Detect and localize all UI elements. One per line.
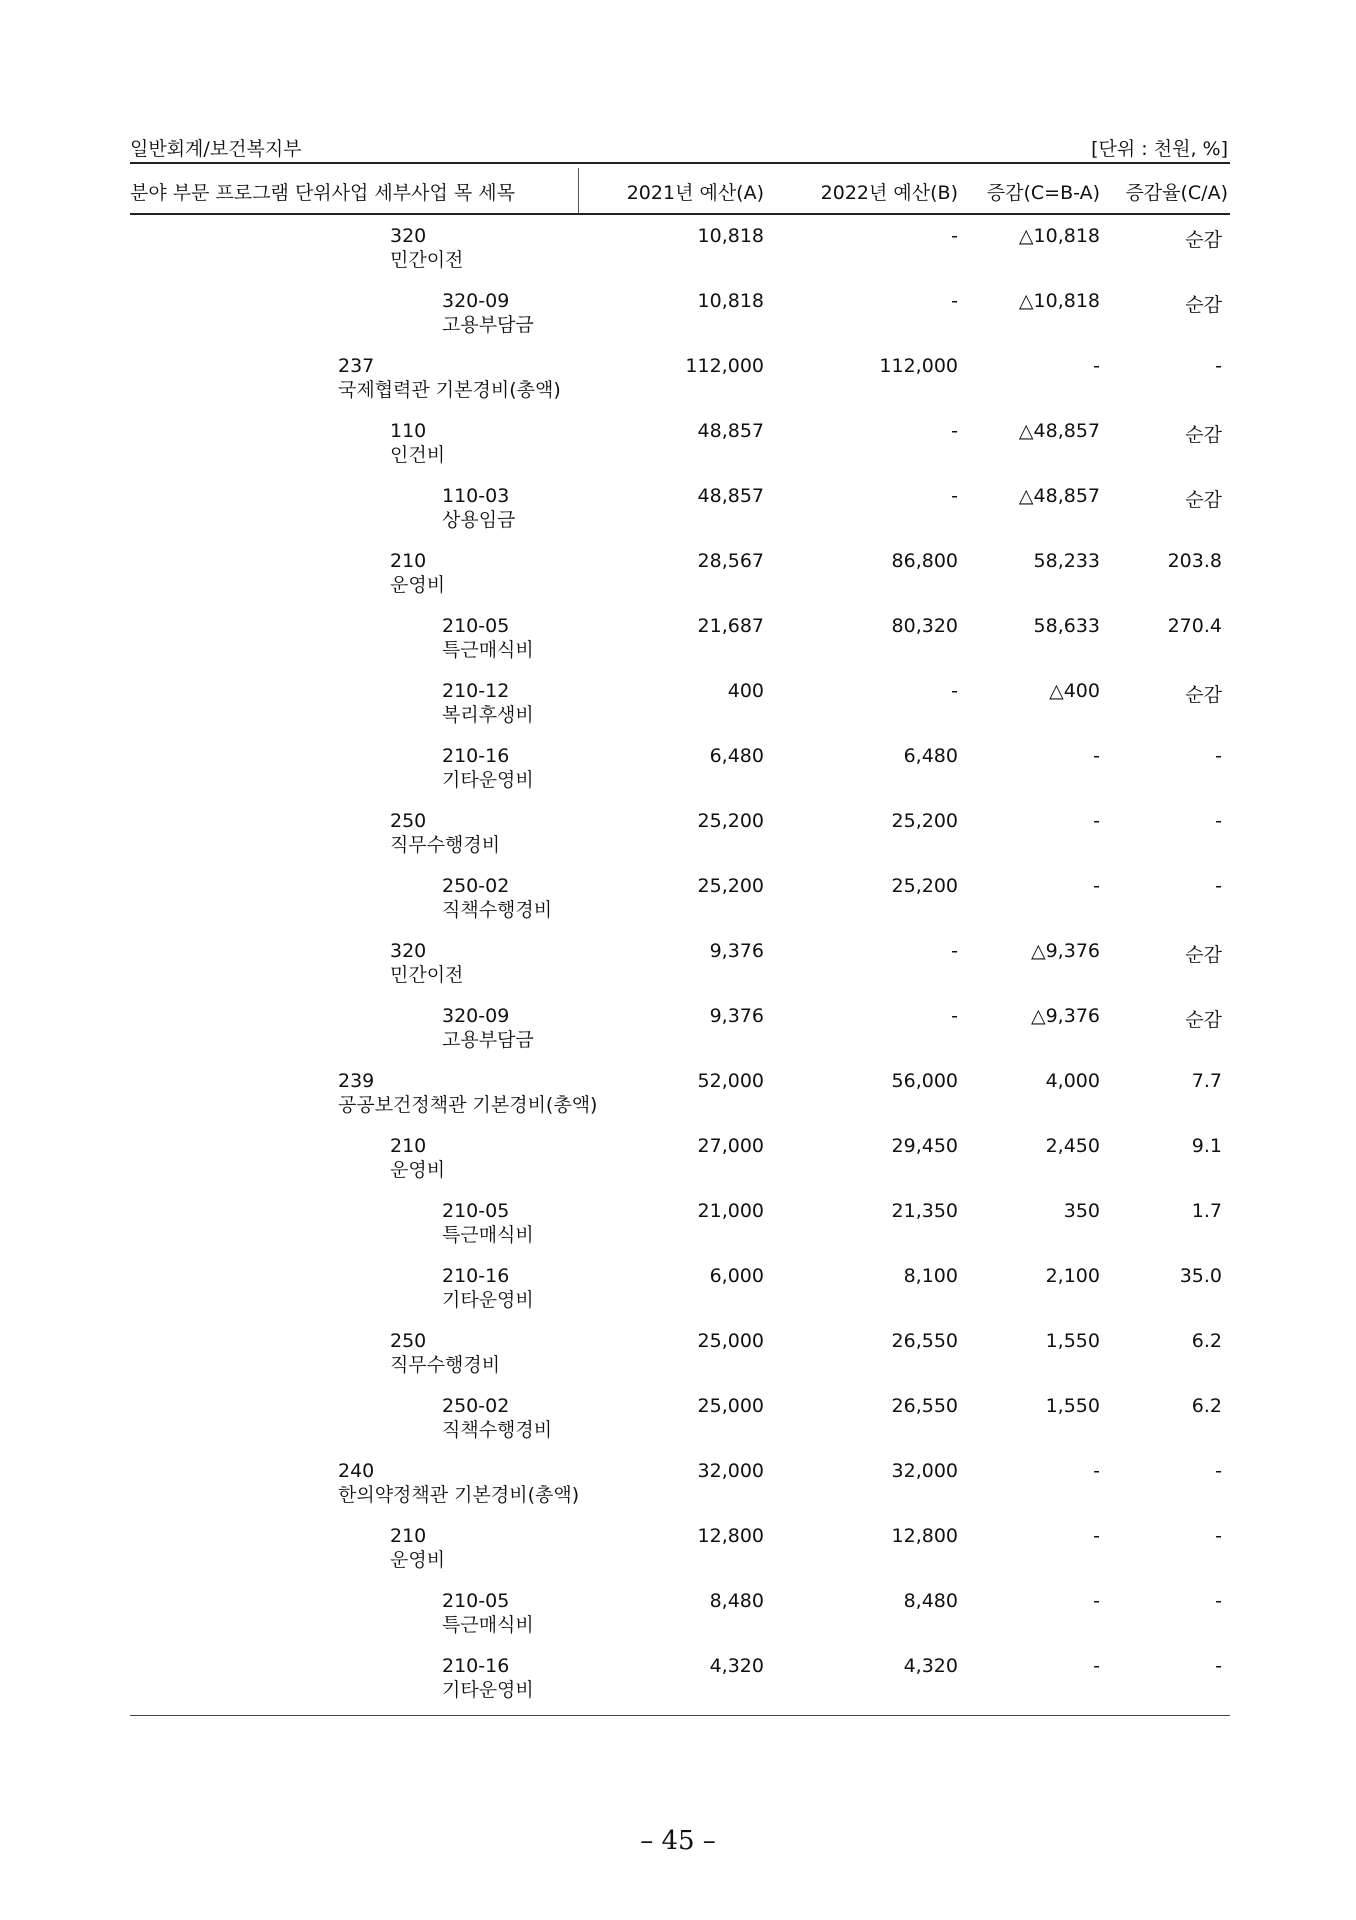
table-row xyxy=(0,615,1356,680)
budget-2021-value: 27,000 xyxy=(697,1135,764,1157)
item-code: 320 xyxy=(390,225,427,247)
rate-value: - xyxy=(1215,1525,1222,1547)
table-row xyxy=(0,1265,1356,1330)
item-name: 복리후생비 xyxy=(442,704,534,726)
item-name: 국제협력관 기본경비(총액) xyxy=(338,379,561,401)
budget-2022-value: 4,320 xyxy=(903,1655,958,1677)
budget-2022-value: 8,100 xyxy=(903,1265,958,1287)
change-value: 4,000 xyxy=(1045,1070,1100,1092)
rate-value: 7.7 xyxy=(1191,1070,1222,1092)
table-row xyxy=(0,1655,1356,1720)
change-value: 58,233 xyxy=(1033,550,1100,572)
table-row xyxy=(0,290,1356,355)
column-header-budget-2022: 2022년 예산(B) xyxy=(820,182,958,204)
item-code: 250 xyxy=(390,1330,427,1352)
change-value: - xyxy=(1093,810,1100,832)
rate-value: - xyxy=(1215,1655,1222,1677)
change-value: 350 xyxy=(1063,1200,1100,1222)
table-row xyxy=(0,745,1356,810)
change-value: 2,450 xyxy=(1045,1135,1100,1157)
column-header-budget-2021: 2021년 예산(A) xyxy=(626,182,764,204)
change-value: △48,857 xyxy=(1018,420,1100,442)
change-value: - xyxy=(1093,1655,1100,1677)
budget-2022-value: - xyxy=(951,420,958,442)
item-code: 320-09 xyxy=(442,1005,510,1027)
budget-2022-value: - xyxy=(951,290,958,312)
table-row xyxy=(0,485,1356,550)
budget-2021-value: 4,320 xyxy=(709,1655,764,1677)
table-row xyxy=(0,355,1356,420)
item-code: 250 xyxy=(390,810,427,832)
budget-2022-value: - xyxy=(951,680,958,702)
rate-value: 270.4 xyxy=(1167,615,1222,637)
rate-value: 9.1 xyxy=(1191,1135,1222,1157)
rate-value: - xyxy=(1215,355,1222,377)
column-header-rate: 증감율(C/A) xyxy=(1125,182,1228,204)
column-header-separator xyxy=(578,168,579,214)
rate-value: 203.8 xyxy=(1167,550,1222,572)
budget-2022-value: 12,800 xyxy=(891,1525,958,1547)
rate-value: - xyxy=(1215,1460,1222,1482)
table-row xyxy=(0,420,1356,485)
budget-2022-value: 25,200 xyxy=(891,810,958,832)
budget-2021-value: 28,567 xyxy=(697,550,764,572)
item-name: 민간이전 xyxy=(390,249,464,271)
change-value: - xyxy=(1093,1525,1100,1547)
budget-2021-value: 10,818 xyxy=(697,225,764,247)
budget-2021-value: 52,000 xyxy=(697,1070,764,1092)
item-name: 기타운영비 xyxy=(442,769,534,791)
change-value: - xyxy=(1093,1590,1100,1612)
budget-2022-value: 29,450 xyxy=(891,1135,958,1157)
item-name: 직책수행경비 xyxy=(442,899,553,921)
account-title: 일반회계/보건복지부 xyxy=(130,138,302,160)
item-name: 상용임금 xyxy=(442,509,516,531)
change-value: 2,100 xyxy=(1045,1265,1100,1287)
budget-2022-value: 21,350 xyxy=(891,1200,958,1222)
table-row xyxy=(0,225,1356,290)
rate-value: - xyxy=(1215,745,1222,767)
column-header-change: 증감(C=B-A) xyxy=(986,182,1100,204)
item-name: 운영비 xyxy=(390,574,446,596)
table-row xyxy=(0,550,1356,615)
budget-2021-value: 48,857 xyxy=(697,485,764,507)
budget-2022-value: 112,000 xyxy=(879,355,958,377)
table-row xyxy=(0,1200,1356,1265)
budget-2022-value: 26,550 xyxy=(891,1330,958,1352)
budget-2021-value: 9,376 xyxy=(709,1005,764,1027)
rate-value: 순감 xyxy=(1185,1009,1222,1031)
budget-2021-value: 6,000 xyxy=(709,1265,764,1287)
table-row xyxy=(0,1525,1356,1590)
item-name: 직무수행경비 xyxy=(390,1354,501,1376)
rate-value: 6.2 xyxy=(1191,1395,1222,1417)
item-name: 운영비 xyxy=(390,1549,446,1571)
budget-2021-value: 6,480 xyxy=(709,745,764,767)
item-code: 210-05 xyxy=(442,1200,510,1222)
change-value: - xyxy=(1093,875,1100,897)
item-code: 237 xyxy=(338,355,375,377)
item-name: 고용부담금 xyxy=(442,1029,534,1051)
budget-2021-value: 25,200 xyxy=(697,875,764,897)
item-name: 민간이전 xyxy=(390,964,464,986)
rate-value: 순감 xyxy=(1185,424,1222,446)
budget-2022-value: 86,800 xyxy=(891,550,958,572)
page-number: – 45 – xyxy=(640,1826,716,1856)
change-value: 1,550 xyxy=(1045,1330,1100,1352)
budget-2021-value: 10,818 xyxy=(697,290,764,312)
item-name: 인건비 xyxy=(390,444,446,466)
budget-2021-value: 9,376 xyxy=(709,940,764,962)
item-code: 210 xyxy=(390,1525,427,1547)
rate-value: 1.7 xyxy=(1191,1200,1222,1222)
item-name: 기타운영비 xyxy=(442,1289,534,1311)
table-row xyxy=(0,1005,1356,1070)
item-code: 210-12 xyxy=(442,680,510,702)
budget-2021-value: 25,000 xyxy=(697,1330,764,1352)
rate-value: - xyxy=(1215,1590,1222,1612)
rate-value: - xyxy=(1215,810,1222,832)
rate-value: 순감 xyxy=(1185,489,1222,511)
budget-2022-value: - xyxy=(951,1005,958,1027)
table-row xyxy=(0,1135,1356,1200)
rate-value: 순감 xyxy=(1185,944,1222,966)
table-row xyxy=(0,810,1356,875)
table-row xyxy=(0,1395,1356,1460)
rate-value: 순감 xyxy=(1185,684,1222,706)
budget-2022-value: - xyxy=(951,225,958,247)
item-name: 직책수행경비 xyxy=(442,1419,553,1441)
change-value: △400 xyxy=(1049,680,1100,702)
table-row xyxy=(0,875,1356,940)
budget-2022-value: 8,480 xyxy=(903,1590,958,1612)
item-code: 210 xyxy=(390,1135,427,1157)
budget-2022-value: 32,000 xyxy=(891,1460,958,1482)
item-name: 직무수행경비 xyxy=(390,834,501,856)
table-row xyxy=(0,680,1356,745)
change-value: △10,818 xyxy=(1018,225,1100,247)
change-value: 58,633 xyxy=(1033,615,1100,637)
item-code: 210-16 xyxy=(442,745,510,767)
change-value: 1,550 xyxy=(1045,1395,1100,1417)
change-value: - xyxy=(1093,355,1100,377)
item-code: 320 xyxy=(390,940,427,962)
change-value: △9,376 xyxy=(1030,1005,1100,1027)
item-code: 110-03 xyxy=(442,485,510,507)
budget-2022-value: 80,320 xyxy=(891,615,958,637)
table-row xyxy=(0,1330,1356,1395)
column-header-category: 분야 부문 프로그램 단위사업 세부사업 목 세목 xyxy=(130,182,515,204)
table-header-rule xyxy=(130,213,1230,215)
item-name: 고용부담금 xyxy=(442,314,534,336)
budget-2021-value: 25,000 xyxy=(697,1395,764,1417)
table-top-rule xyxy=(130,162,1230,164)
rate-value: 6.2 xyxy=(1191,1330,1222,1352)
budget-table-body xyxy=(0,225,1356,1720)
item-code: 239 xyxy=(338,1070,375,1092)
item-code: 210-16 xyxy=(442,1265,510,1287)
table-bottom-rule xyxy=(130,1715,1230,1716)
rate-value: 순감 xyxy=(1185,294,1222,316)
budget-2021-value: 400 xyxy=(727,680,764,702)
item-code: 210-05 xyxy=(442,1590,510,1612)
change-value: △10,818 xyxy=(1018,290,1100,312)
change-value: - xyxy=(1093,745,1100,767)
budget-2021-value: 32,000 xyxy=(697,1460,764,1482)
item-code: 110 xyxy=(390,420,427,442)
item-code: 240 xyxy=(338,1460,375,1482)
budget-2021-value: 21,000 xyxy=(697,1200,764,1222)
budget-2021-value: 21,687 xyxy=(697,615,764,637)
budget-2022-value: - xyxy=(951,485,958,507)
change-value: △9,376 xyxy=(1030,940,1100,962)
table-row xyxy=(0,1460,1356,1525)
unit-note: [단위 : 천원, %] xyxy=(1091,138,1228,160)
budget-2021-value: 8,480 xyxy=(709,1590,764,1612)
budget-2022-value: 56,000 xyxy=(891,1070,958,1092)
item-name: 한의약정책관 기본경비(총액) xyxy=(338,1484,580,1506)
item-code: 250-02 xyxy=(442,875,510,897)
item-name: 특근매식비 xyxy=(442,1224,534,1246)
budget-2022-value: 6,480 xyxy=(903,745,958,767)
change-value: △48,857 xyxy=(1018,485,1100,507)
table-row xyxy=(0,1070,1356,1135)
item-code: 250-02 xyxy=(442,1395,510,1417)
item-name: 운영비 xyxy=(390,1159,446,1181)
budget-2022-value: 25,200 xyxy=(891,875,958,897)
item-name: 공공보건정책관 기본경비(총액) xyxy=(338,1094,598,1116)
budget-2021-value: 112,000 xyxy=(685,355,764,377)
rate-value: 35.0 xyxy=(1179,1265,1222,1287)
table-row xyxy=(0,1590,1356,1655)
item-name: 기타운영비 xyxy=(442,1679,534,1701)
rate-value: - xyxy=(1215,875,1222,897)
table-row xyxy=(0,940,1356,1005)
budget-2022-value: - xyxy=(951,940,958,962)
change-value: - xyxy=(1093,1460,1100,1482)
budget-2022-value: 26,550 xyxy=(891,1395,958,1417)
item-code: 210 xyxy=(390,550,427,572)
budget-2021-value: 48,857 xyxy=(697,420,764,442)
item-code: 320-09 xyxy=(442,290,510,312)
budget-2021-value: 25,200 xyxy=(697,810,764,832)
item-code: 210-05 xyxy=(442,615,510,637)
item-code: 210-16 xyxy=(442,1655,510,1677)
item-name: 특근매식비 xyxy=(442,1614,534,1636)
item-name: 특근매식비 xyxy=(442,639,534,661)
rate-value: 순감 xyxy=(1185,229,1222,251)
budget-2021-value: 12,800 xyxy=(697,1525,764,1547)
